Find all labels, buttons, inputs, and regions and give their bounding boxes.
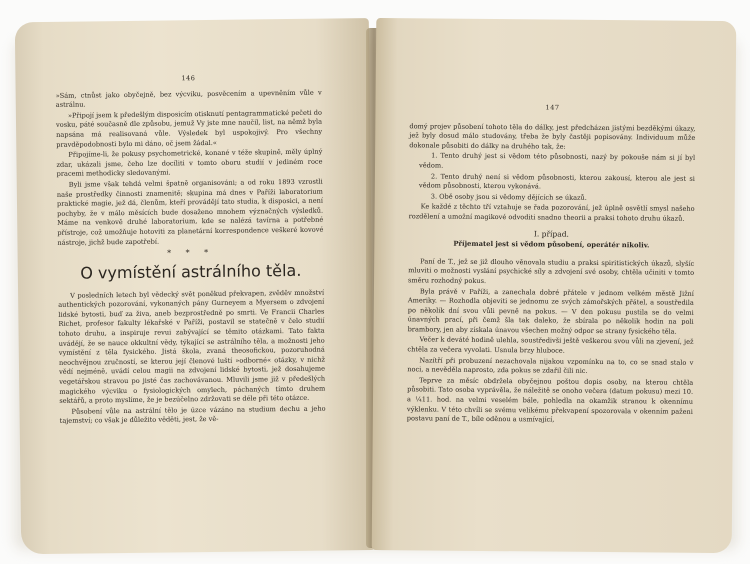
paragraph: domý projev působení tohoto těla do dálky, jest předcházen jistými bezděkými úkazy, jež byly dosud málo studovány, třeba že byly častěji popisovány. Individuum může dokonale působiti do dálky na druhého tak, že: (409, 121, 696, 151)
section-subtitle: Příjematel jest si vědom působení, operátér nikoliv. (453, 239, 650, 250)
chapter-title: O vymístění astrálního těla. (80, 260, 302, 283)
right-page-content (407, 102, 696, 427)
open-book (18, 18, 734, 550)
list-item: 2. Tento druhý není si vědom působnosti, kterou zakousí, kterou ale jest si vědom působnosti, kterou vykonává. (418, 172, 695, 191)
paragraph: Nazítří při probuzení nezachovala nijakou vzpomínku na to, co se snad stalo v noci, a nevěděla naprosto, zda pokus se zdařil čili nic. (407, 356, 694, 376)
section-divider: * * * (167, 248, 215, 258)
left-page-number: 146 (181, 74, 196, 83)
paragraph: Připojíme-li, že pokusy psychometrické, konané v téže skupině, měly úplný zdar, ukázali jsme, čeho lze docíliti v tomto oboru studií v jediném roce pracemi methodicky sledovanými. (56, 147, 323, 179)
left-page (15, 18, 375, 554)
paragraph: »Připojí jsem k předešlým disposicím otisknutí pentagrammatické pečeti do vosku, páté současně dle způsobu, jemuž Vy jste mne naučil, list, na němž byla napsána má realisovaná vůle. Výsledek byl uspokojivý. Pro všechny pravděpodobnosti bylo mi dáno, oč jsem žádal.« (55, 108, 323, 149)
left-page-content (55, 73, 325, 428)
paragraph: Byla právě v Paříži, a zanechala dobré přátele v jednom velkém městě Jižní Ameriky. — Rozhodla objeviti se jednomu ze svých zámořských přátel, a soustředila po několik dní svou vůli pevně na pokus. — V den pokusu pustila se do velmi únavných prací, při čemž šla tak daleko, že sbírala po několik hodin na poli brambory, jen aby získala únavou všechen možný odpor se strany fysického těla. (407, 286, 694, 336)
paragraph: Paní de T., jež se již dlouho věnovala studiu a praksi spiritistických úkazů, slyšíc mluviti o možnosti vyslání psychické síly a zdvojení své osoby, chtěla učiniti v tomto směru rozhodný pokus. (407, 257, 695, 285)
right-page (372, 18, 737, 553)
paragraph: »Sám, ctnůst jako obyčejně, bez výcviku, posvěcením a upevněním vůle v astrálnu. (55, 88, 322, 110)
paragraph: Večer k deváté hodině ulehla, soustředivši ještě veškerou svou vůli na zjevení, jež chtěla za večera vyvolati. Usnula brzy hluboce. (407, 335, 694, 355)
paragraph: Působení vůle na astrální tělo je úzce vázáno na studium dechu a jeho tajemství; co však je důležito věděti, jest, že vě- (59, 404, 326, 426)
paragraph: Byli jsme však tehdá velmi špatně organisováni; a od roku 1893 vzrostli naše prostředky činnosti znamenitě; skupina má dnes v Paříži laboratorium praktické magie, jež dá, členům, kteří provádějí tato studia, k disposici, a není pochyby, že v málo měsících bude dosaženo mnohem význačných výsledků. Máme na venkově druhé laboratorium, kde se nalézá tavírna a potřebné přístroje, což umožňuje hotoviti za planetární korrespondence veškeré kovové nástroje, jichž bude zapotřebí. (56, 177, 324, 247)
right-page-number: 147 (545, 103, 560, 112)
section-heading: I. případ. (533, 228, 569, 239)
list-item: 3. Obě osoby jsou si vědomy dějících se úkazů. (430, 192, 587, 202)
list-item: 1. Tento druhý jest si vědom této působnosti, nazý by pokouše nám si jí byl vědom. (419, 151, 696, 170)
numbered-list (419, 152, 695, 204)
paragraph: Ke každé z těchto tří vztahuje se řada pozorování, jež úplně osvětlí smysl našeho rozdělení a umožní magikové odvoditi snadno theorii a praksi tohoto druhu úkazů. (408, 202, 695, 223)
paragraph: Teprve za měsíc obdržela obyčejnou poštou dopis osoby, na kterou chtěla působiti. Tato osoba vyprávěla, že náležitě se onoho večera (datum pokusu) mezi 10. a ¼11. hod. na velmi veselém bále, pohledla na okamžik stranou k okennímu výklenku. V této chvíli se svému velikému překvapení spozorovala v okenním paženi postavu paní de T., bíle oděnou a usmívající, (406, 376, 694, 424)
paragraph: V posledních letech byl vědecký svět poněkud překvapen, zvěděv množství authentických pozorování, vykonaných pány Gurneyem a Myersem o zdvojení lidské bytosti, buď za živa, aneb bezprostředně po smrti. Ve Francii Charles Richet, profesor fakulty lékařské v Paříži, postavil se statečně v čelo studií tohoto druhu, a inspiruje revui zabývající se těmito otázkami. Tato fakta uvádějí, že se nauce okkultní vědy, týkající se astrálního těla, a možnosti jeho vymístění z těla fysického. Jistá škola, zvaná theosofickou, pozoruhodná neochvějnou zručností, se kterou její členové luští »odborné« otázky, v nichž vědí nejméně, uvádí celou magii na zdvojení lidské bytosti, jež dosahujeme vegetářskou stravou po jisté čas zachovávanou. Mluvili jsme již v předešlých magického výcviku o fysiologických omylech, páchaných tímto druhem sektářů, a proto myslíme, že je bezúčelno zdržovati se déle při této otázce. (58, 288, 326, 406)
